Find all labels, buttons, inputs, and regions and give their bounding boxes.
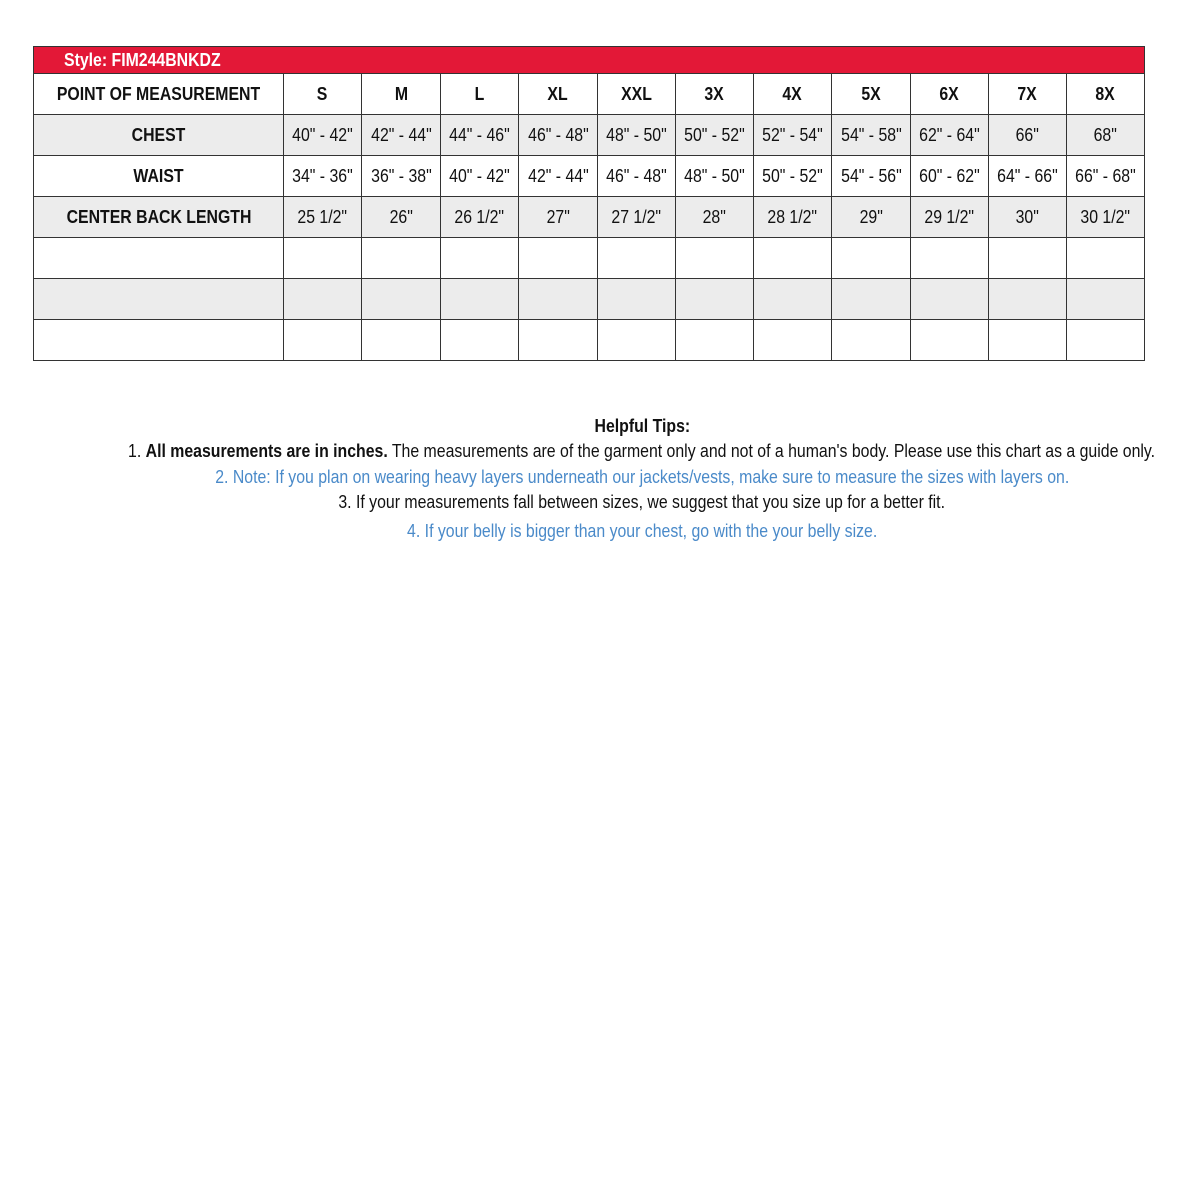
tip-1-rest: The measurements are of the garment only and not of a human's body. Please use this chart as a guide only. [388,441,1156,461]
empty-cell [34,279,284,320]
empty-row [34,238,1145,279]
measurement-value: 60" - 62" [919,165,980,186]
measurement-value: 44" - 46" [449,124,510,145]
tip-1-bold: All measurements are in inches. [146,441,389,461]
size-header-text: 5X [861,83,881,104]
measurement-value: 36" - 38" [370,165,432,186]
empty-cell [34,238,284,279]
empty-cell [1067,320,1145,361]
measurement-cell [754,197,832,238]
size-header-xxl [598,74,676,115]
measurement-value: 66" - 68" [1075,165,1136,186]
measurement-cell [362,115,441,156]
measurement-cell [284,156,362,197]
measurement-cell [676,115,754,156]
size-header-text: S [317,83,328,104]
measurement-value: 42" - 44" [527,165,589,186]
measurement-cell [598,197,676,238]
size-header-text: XXL [621,83,652,104]
measurement-value: 68" [1093,124,1118,145]
measurement-row-waist [34,156,1145,197]
measurement-cell [441,156,519,197]
style-header-row [34,47,1145,74]
measurement-value: 52" - 54" [762,124,823,145]
measurement-cell [284,197,362,238]
measurement-value: 50" - 52" [762,165,823,186]
style-label-text: Style: FIM244BNKDZ [64,49,221,70]
measurement-value: 25 1/2" [297,206,348,227]
size-header-text: L [474,83,485,104]
measurement-cell [754,156,832,197]
size-header-text: XL [547,83,569,104]
empty-cell [989,320,1067,361]
size-header-xl [519,74,598,115]
measurement-value: 42" - 44" [370,124,432,145]
measurement-value: 27" [546,206,570,227]
measurement-value: 46" - 48" [606,165,667,186]
row-label-text: CHEST [131,124,186,145]
measurement-value: 29 1/2" [924,206,975,227]
measurement-cell [911,156,989,197]
empty-cell [754,320,832,361]
size-header-4x [754,74,832,115]
measurement-cell [519,156,598,197]
measurement-value: 50" - 52" [684,124,745,145]
empty-cell [832,238,911,279]
size-header-text: M [394,83,408,104]
measurement-header [34,74,284,115]
measurement-cell [989,115,1067,156]
size-header-text: 8X [1095,83,1116,104]
measurement-value: 28" [702,206,727,227]
empty-row [34,320,1145,361]
row-label [34,156,284,197]
empty-cell [989,279,1067,320]
empty-cell [676,320,754,361]
size-header-3x [676,74,754,115]
empty-cell [362,320,441,361]
measurement-cell [598,115,676,156]
measurement-cell [676,197,754,238]
measurement-cell [362,197,441,238]
measurement-value: 54" - 56" [840,165,902,186]
size-header-text: 3X [704,83,725,104]
empty-cell [598,279,676,320]
measurement-cell [989,197,1067,238]
measurement-cell [1067,156,1145,197]
measurement-cell [832,197,911,238]
measurement-value: 40" - 42" [449,165,510,186]
measurement-cell [519,115,598,156]
measurement-cell [441,115,519,156]
size-header-row [34,74,1145,115]
measurement-cell [832,115,911,156]
measurement-cell [911,197,989,238]
size-header-text: 4X [782,83,803,104]
row-label-text: CENTER BACK LENGTH [66,206,251,227]
row-label-text: WAIST [133,165,184,186]
size-chart-table [33,46,1145,361]
empty-cell [911,320,989,361]
measurement-value: 34" - 36" [292,165,353,186]
measurement-cell [1067,197,1145,238]
measurement-cell [989,156,1067,197]
empty-cell [519,238,598,279]
empty-cell [676,238,754,279]
empty-cell [754,238,832,279]
empty-cell [519,279,598,320]
empty-cell [34,320,284,361]
row-label [34,197,284,238]
measurement-value: 64" - 66" [997,165,1058,186]
tips-title-text: Helpful Tips: [594,416,690,436]
empty-cell [284,320,362,361]
measurement-value: 46" - 48" [527,124,589,145]
empty-row [34,279,1145,320]
measurement-value: 26 1/2" [454,206,505,227]
tip-3-text: 3. If your measurements fall between sizes, we suggest that you size up for a better fit. [338,492,946,512]
tip-4 [0,521,1200,542]
tip-3 [0,492,1200,513]
measurement-value: 29" [859,206,883,227]
empty-cell [284,279,362,320]
measurement-value: 54" - 58" [840,124,902,145]
empty-cell [989,238,1067,279]
row-label [34,115,284,156]
empty-cell [1067,279,1145,320]
empty-cell [676,279,754,320]
empty-cell [441,279,519,320]
empty-cell [911,238,989,279]
measurement-value: 66" [1015,124,1040,145]
measurement-value: 30" [1015,206,1040,227]
tips-title [0,416,1200,437]
empty-cell [832,279,911,320]
tip-2 [0,467,1200,488]
empty-cell [441,238,519,279]
tip-2-text: 2. Note: If you plan on wearing heavy layers underneath our jackets/vests, make sure to measure the sizes with layers on. [214,467,1070,487]
measurement-cell [598,156,676,197]
measurement-row-chest [34,115,1145,156]
measurement-value: 27 1/2" [611,206,662,227]
measurement-value: 40" - 42" [292,124,353,145]
empty-cell [519,320,598,361]
tip-1 [0,441,1200,462]
empty-cell [284,238,362,279]
measurement-cell [519,197,598,238]
tip-4-text: 4. If your belly is bigger than your chest, go with the your belly size. [406,521,878,541]
measurement-cell [676,156,754,197]
empty-cell [832,320,911,361]
empty-cell [441,320,519,361]
measurement-cell [284,115,362,156]
empty-cell [362,279,441,320]
style-label [34,47,1145,74]
measurement-value: 48" - 50" [684,165,745,186]
size-header-6x [911,74,989,115]
measurement-cell [441,197,519,238]
measurement-value: 48" - 50" [606,124,667,145]
empty-cell [598,320,676,361]
measurement-value: 30 1/2" [1080,206,1131,227]
empty-cell [362,238,441,279]
size-header-5x [832,74,911,115]
size-header-7x [989,74,1067,115]
tip-1-prefix: 1. [128,441,147,461]
empty-cell [911,279,989,320]
measurement-value: 28 1/2" [767,206,818,227]
size-header-l [441,74,519,115]
measurement-cell [832,156,911,197]
empty-cell [754,279,832,320]
measurement-cell [362,156,441,197]
measurement-row-center-back-length [34,197,1145,238]
measurement-cell [754,115,832,156]
measurement-cell [911,115,989,156]
measurement-value: 26" [389,206,413,227]
size-header-text: 7X [1017,83,1038,104]
empty-cell [598,238,676,279]
size-header-text: 6X [939,83,960,104]
measurement-value: 62" - 64" [919,124,980,145]
size-header-s [284,74,362,115]
measurement-cell [1067,115,1145,156]
size-header-m [362,74,441,115]
size-header-8x [1067,74,1145,115]
empty-cell [1067,238,1145,279]
measurement-header-text: POINT OF MEASUREMENT [56,83,261,104]
